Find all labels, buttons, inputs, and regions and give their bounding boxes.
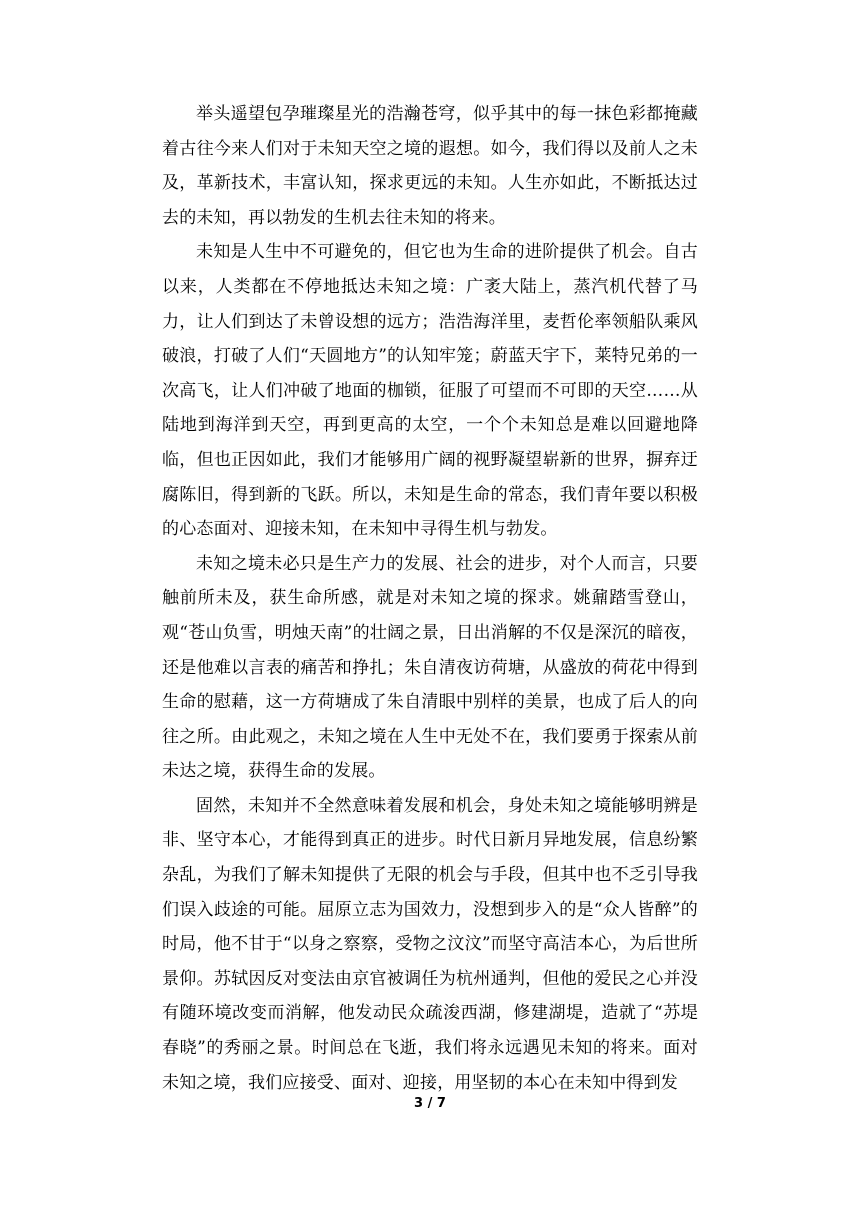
paragraph-2: 未知是人生中不可避免的，但它也为生命的进阶提供了机会。自古以来，人类都在不停地抵达未知之境：广袤大陆上，蒸汽机代替了马力，让人们到达了未曾设想的远方；浩浩海洋里，麦哲伦率领船队乘风破浪，打破了人们“天圆地方”的认知牢笼；蔚蓝天宇下，莱特兄弟的一次高飞，让人们冲破了地面的枷锁，征服了可望而不可即的天空……从陆地到海洋到天空，再到更高的太空，一个个未知总是难以回避地降临，但也正因如此，我们才能够用广阔的视野凝望崭新的世界，摒弃迂腐陈旧，得到新的飞跃。所以，未知是生命的常态，我们青年要以积极的心态面对、迎接未知，在未知中寻得生机与勃发。 — [162, 242, 698, 540]
paragraph-4: 固然，未知并不全然意味着发展和机会，身处未知之境能够明辨是非、坚守本心，才能得到真正的进步。时代日新月异地发展，信息纷繁杂乱，为我们了解未知提供了无限的机会与手段，但其中也不乏引导我们误入歧途的可能。屈原立志为国效力，没想到步入的是“众人皆醉”的时局，他不甘于“以身之察察，受物之汶汶”而坚守高洁本心，为后世所景仰。苏轼因反对变法由京官被调任为杭州通判，但他的爱民之心并没有随环境改变而消解，他发动民众疏浚西湖，修建湖堤，造就了“苏堤春晓”的秀丽之景。时间总在飞逝，我们将永远遇见未知的将来。面对未知之境，我们应接受、面对、迎接，用坚韧的本心在未知中得到发 — [162, 795, 698, 1093]
page-number: 3 / 7 — [414, 1096, 446, 1111]
paragraph-1: 举头遥望包孕璀璨星光的浩瀚苍穹，似乎其中的每一抹色彩都掩藏着古往今来人们对于未知天空之境的遐想。如今，我们得以及前人之未及，革新技术，丰富认知，探求更远的未知。人生亦如此，不断抵达过去的未知，再以勃发的生机去往未知的将来。 — [162, 104, 698, 228]
essay-body — [162, 97, 698, 1100]
paragraph-3: 未知之境未必只是生产力的发展、社会的进步，对个人而言，只要触前所未及，获生命所感，就是对未知之境的探求。姚鼐踏雪登山，观“苍山负雪，明烛天南”的壮阔之景，日出消解的不仅是深沉的暗夜，还是他难以言表的痛苦和挣扎；朱自清夜访荷塘，从盛放的荷花中得到生命的慰藉，这一方荷塘成了朱自清眼中别样的美景，也成了后人的向往之所。由此观之，未知之境在人生中无处不在，我们要勇于探索从前未达之境，获得生命的发展。 — [162, 553, 698, 782]
